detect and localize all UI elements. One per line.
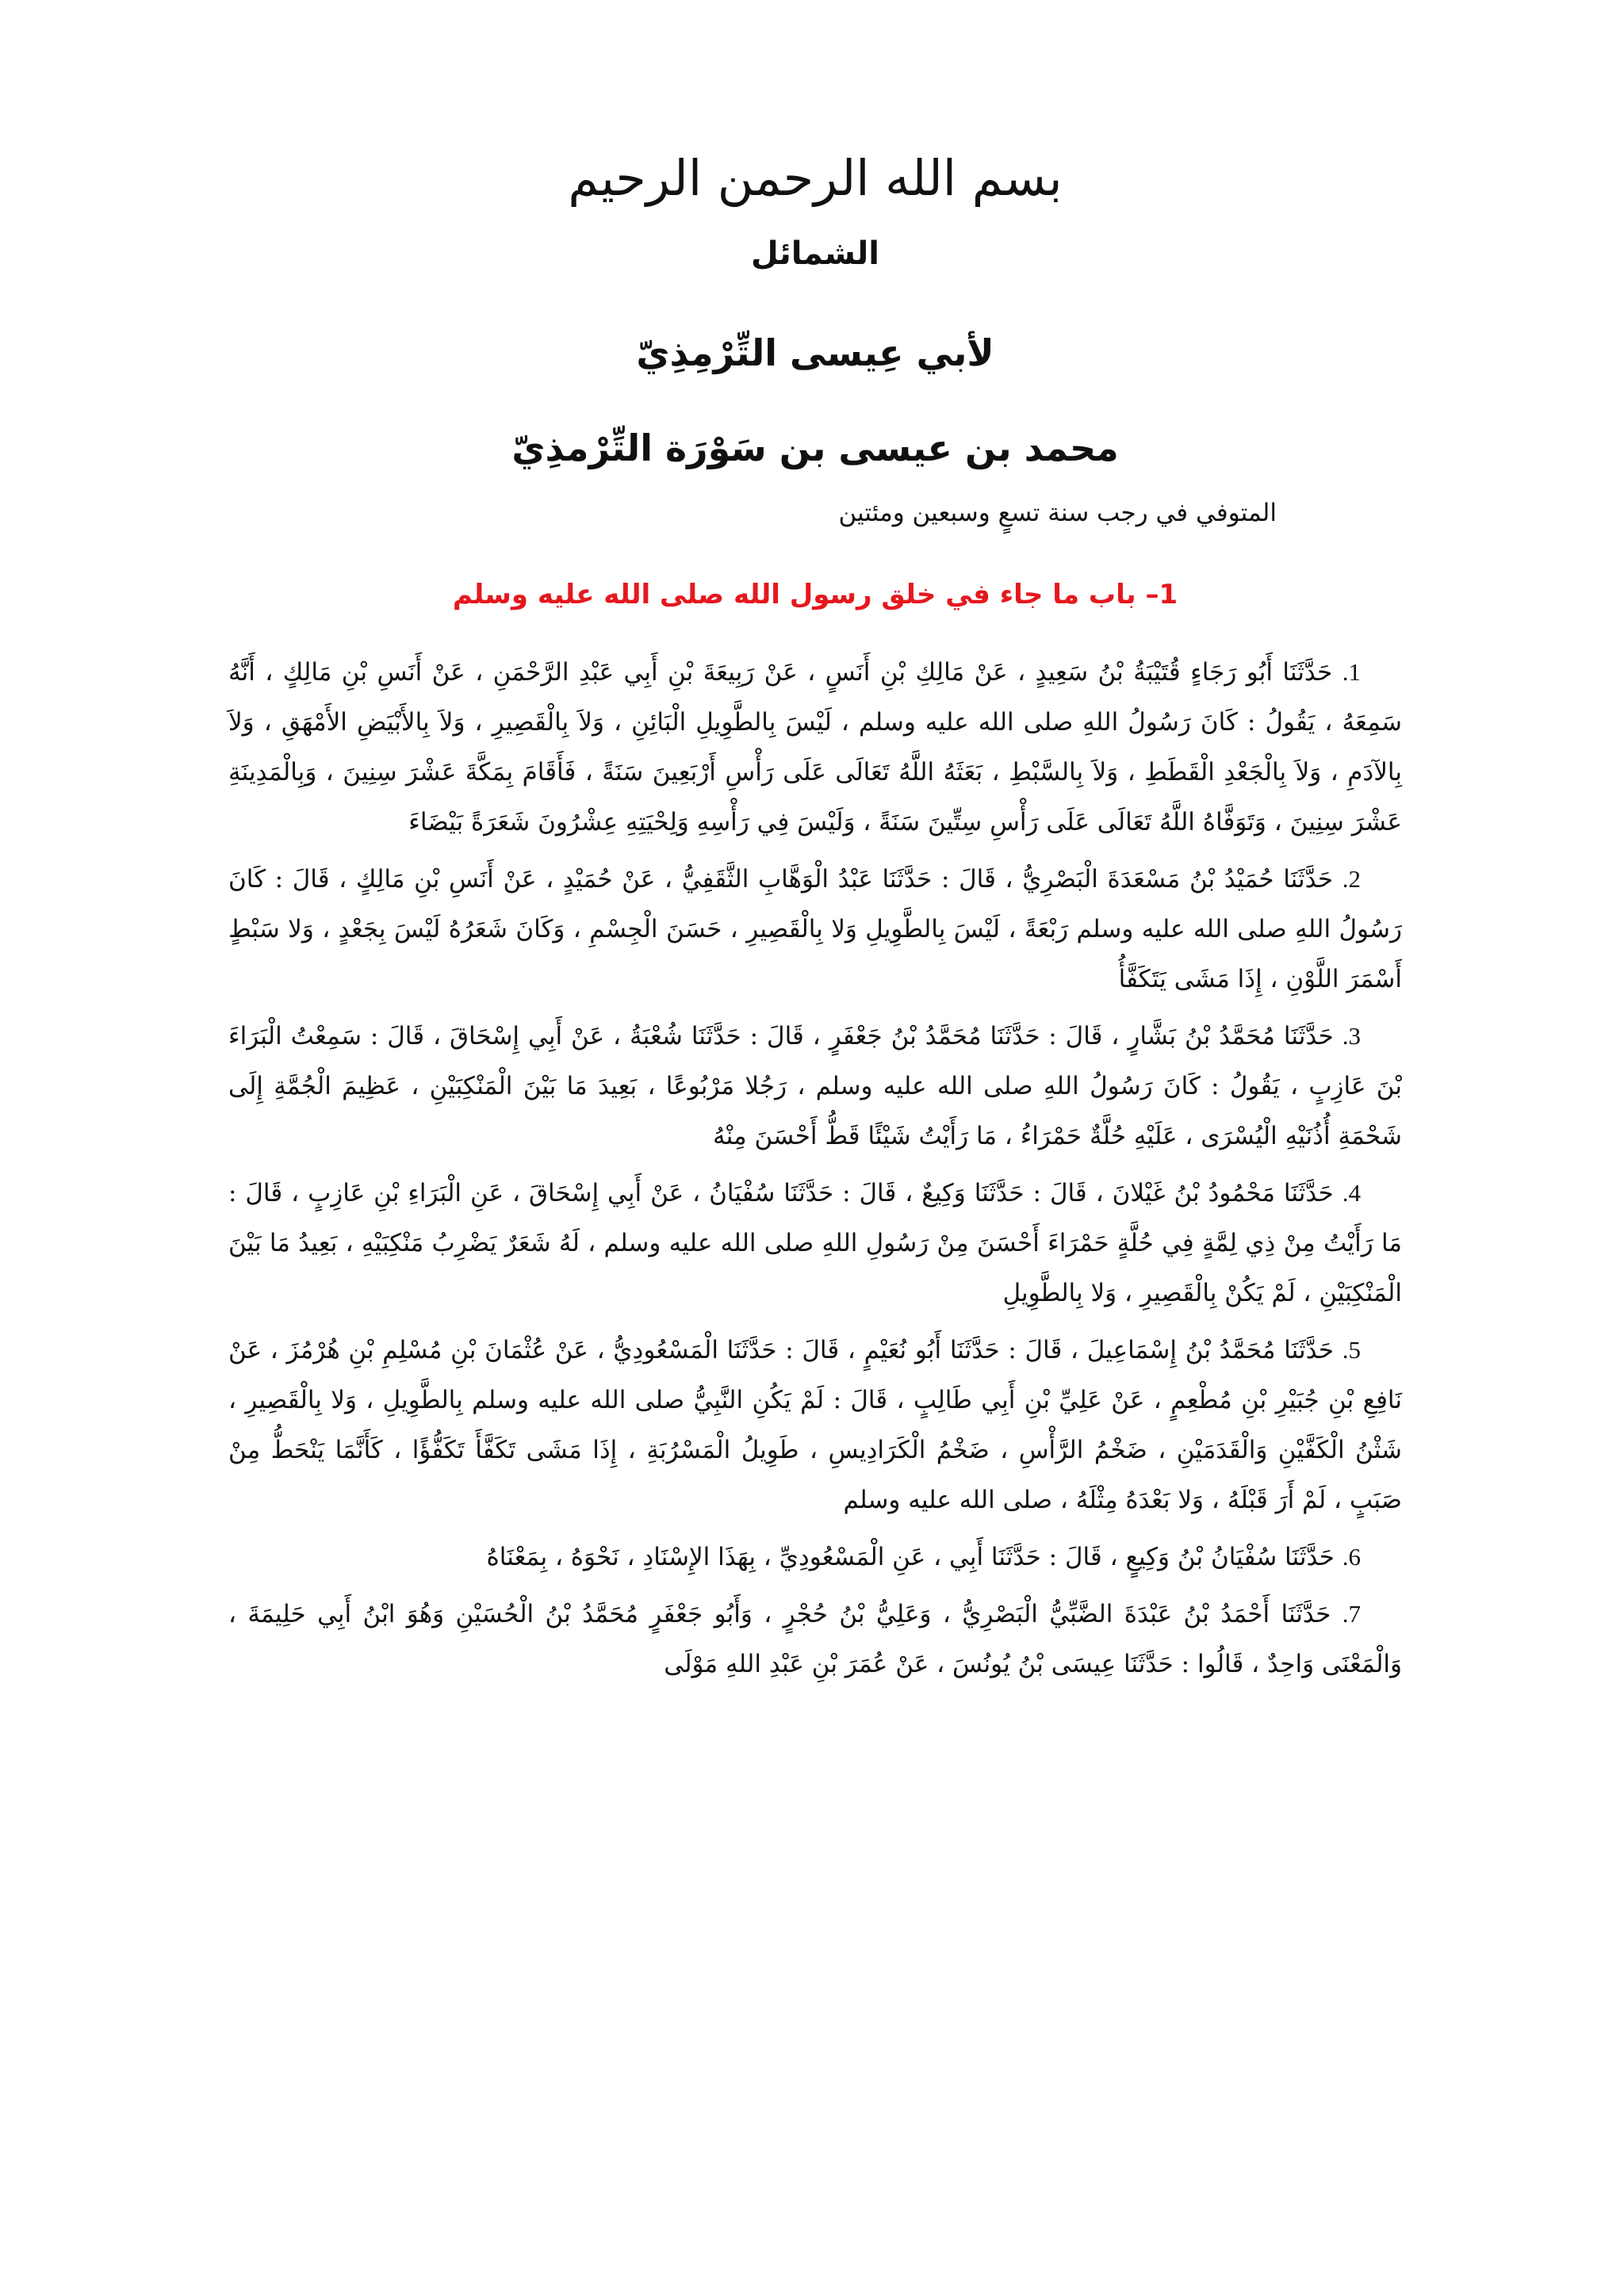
book-title: الشمائل bbox=[751, 235, 879, 272]
hadith-paragraph bbox=[228, 854, 1402, 1004]
hadith-text: حَدَّثَنَا مُحَمَّدُ بْنُ بَشَّارٍ ، قَالَ : حَدَّثَنَا مُحَمَّدُ بْنُ جَعْفَرٍ ، قَالَ : حَدَّثَنَا شُعْبَةُ ، عَنْ أَبِي إِسْحَاقَ ، قَالَ : سَمِعْتُ الْبَرَاءَ بْنَ عَازِبٍ ، يَقُولُ : كَانَ رَسُولُ اللهِ صلى الله عليه وسلم ، رَجُلا مَرْبُوعًا ، بَعِيدَ مَا بَيْنَ الْمَنْكِبَيْنِ ، عَظِيمَ الْجُمَّةِ إِلَى شَحْمَةِ أُذُنَيْهِ الْيُسْرَى ، عَلَيْهِ حُلَّةٌ حَمْرَاءُ ، مَا رَأَيْتُ شَيْئًا قَطُّ أَحْسَنَ مِنْهُ bbox=[228, 1022, 1402, 1150]
hadith-number: 1. bbox=[1342, 658, 1361, 686]
hadith-number: 4. bbox=[1342, 1179, 1361, 1207]
hadith-paragraph bbox=[228, 647, 1402, 848]
hadith-number: 6. bbox=[1342, 1543, 1361, 1571]
hadith-list bbox=[228, 647, 1402, 1689]
hadith-paragraph bbox=[228, 1532, 1402, 1582]
hadith-paragraph bbox=[228, 1168, 1402, 1318]
hadith-paragraph bbox=[228, 1589, 1402, 1689]
document-page bbox=[228, 143, 1402, 1696]
chapter-heading: 1– باب ما جاء في خلق رسول الله صلى الله عليه وسلم bbox=[452, 579, 1178, 610]
hadith-text: حَدَّثَنَا حُمَيْدُ بْنُ مَسْعَدَةَ الْبَصْرِيُّ ، قَالَ : حَدَّثَنَا عَبْدُ الْوَهَّابِ الثَّقَفِيُّ ، عَنْ حُمَيْدٍ ، عَنْ أَنَسِ بْنِ مَالِكٍ ، قَالَ : كَانَ رَسُولُ اللهِ صلى الله عليه وسلم رَبْعَةً ، لَيْسَ بِالطَّوِيلِ وَلا بِالْقَصِيرِ ، حَسَنَ الْجِسْمِ ، وَكَانَ شَعَرُهُ لَيْسَ بِجَعْدٍ ، وَلا سَبْطٍ أَسْمَرَ اللَّوْنِ ، إِذَا مَشَى يَتَكَفَّأُ bbox=[228, 865, 1402, 993]
hadith-text: حَدَّثَنَا سُفْيَانُ بْنُ وَكِيعٍ ، قَالَ : حَدَّثَنَا أَبِي ، عَنِ الْمَسْعُودِيِّ ، بِهَذَا الإِسْنَادِ ، نَحْوَهُ ، بِمَعْنَاهُ bbox=[486, 1543, 1342, 1571]
hadith-number: 5. bbox=[1342, 1336, 1361, 1364]
death-note: المتوفي في رجب سنة تسعٍ وسبعين ومئتين bbox=[838, 499, 1277, 527]
hadith-text: حَدَّثَنَا مُحَمَّدُ بْنُ إِسْمَاعِيلَ ، قَالَ : حَدَّثَنَا أَبُو نُعَيْمٍ ، قَالَ : حَدَّثَنَا الْمَسْعُودِيُّ ، عَنْ عُثْمَانَ بْنِ مُسْلِمِ بْنِ هُرْمُزَ ، عَنْ نَافِعِ بْنِ جُبَيْرِ بْنِ مُطْعِمٍ ، عَنْ عَلِيِّ بْنِ أَبِي طَالِبٍ ، قَالَ : لَمْ يَكُنِ النَّبِيُّ صلى الله عليه وسلم بِالطَّوِيلِ ، وَلا بِالْقَصِيرِ ، شَثْنُ الْكَفَّيْنِ وَالْقَدَمَيْنِ ، ضَخْمُ الرَّأْسِ ، ضَخْمُ الْكَرَادِيسِ ، طَوِيلُ الْمَسْرُبَةِ ، إِذَا مَشَى تَكَفَّأَ تَكَفُّؤًا ، كَأَنَّمَا يَنْحَطُّ مِنْ صَبَبٍ ، لَمْ أَرَ قَبْلَهُ ، وَلا بَعْدَهُ مِثْلَهُ ، صلى الله عليه وسلم bbox=[228, 1336, 1402, 1514]
hadith-text: حَدَّثَنَا أَبُو رَجَاءٍ قُتَيْبَةُ بْنُ سَعِيدٍ ، عَنْ مَالِكِ بْنِ أَنَسٍ ، عَنْ رَبِيعَةَ بْنِ أَبِي عَبْدِ الرَّحْمَنِ ، عَنْ أَنَسِ بْنِ مَالِكٍ ، أَنَّهُ سَمِعَهُ ، يَقُولُ : كَانَ رَسُولُ اللهِ صلى الله عليه وسلم ، لَيْسَ بِالطَّوِيلِ الْبَائِنِ ، وَلاَ بِالْقَصِيرِ ، وَلاَ بِالأَبْيَضِ الأَمْهَقِ ، وَلاَ بِالآدَمِ ، وَلاَ بِالْجَعْدِ الْقَطَطِ ، وَلاَ بِالسَّبْطِ ، بَعَثَهُ اللَّهُ تَعَالَى عَلَى رَأْسِ أَرْبَعِينَ سَنَةً ، فَأَقَامَ بِمَكَّةَ عَشْرَ سِنِينَ ، وَبِالْمَدِينَةِ عَشْرَ سِنِينَ ، وَتَوَفَّاهُ اللَّهُ تَعَالَى عَلَى رَأْسِ سِتِّينَ سَنَةً ، وَلَيْسَ فِي رَأْسِهِ وَلِحْيَتِهِ عِشْرُونَ شَعَرَةً بَيْضَاءَ bbox=[228, 658, 1402, 836]
author-full-name: محمد بن عيسى بن سَوْرَة التِّرْمذِيّ bbox=[511, 427, 1119, 469]
hadith-text: حَدَّثَنَا أَحْمَدُ بْنُ عَبْدَةَ الضَّبِّيُّ الْبَصْرِيُّ ، وَعَلِيُّ بْنُ حُجْرٍ ، وَأَبُو جَعْفَرٍ مُحَمَّدُ بْنُ الْحُسَيْنِ وَهُوَ ابْنُ أَبِي حَلِيمَةَ ، وَالْمَعْنَى وَاحِدٌ ، قَالُوا : حَدَّثَنَا عِيسَى بْنُ يُونُسَ ، عَنْ عُمَرَ بْنِ عَبْدِ اللهِ مَوْلَى bbox=[228, 1600, 1402, 1678]
hadith-number: 7. bbox=[1342, 1600, 1361, 1628]
basmala: بسم الله الرحمن الرحيم bbox=[568, 149, 1063, 207]
hadith-paragraph bbox=[228, 1011, 1402, 1161]
author-kunya: لأبي عِيسى التِّرْمِذِيّ bbox=[636, 331, 994, 374]
hadith-number: 2. bbox=[1342, 865, 1361, 893]
hadith-paragraph bbox=[228, 1325, 1402, 1525]
hadith-number: 3. bbox=[1342, 1022, 1361, 1050]
hadith-text: حَدَّثَنَا مَحْمُودُ بْنُ غَيْلانَ ، قَالَ : حَدَّثَنَا وَكِيعٌ ، قَالَ : حَدَّثَنَا سُفْيَانُ ، عَنْ أَبِي إِسْحَاقَ ، عَنِ الْبَرَاءِ بْنِ عَازِبٍ ، قَالَ : مَا رَأَيْتُ مِنْ ذِي لِمَّةٍ فِي حُلَّةٍ حَمْرَاءَ أَحْسَنَ مِنْ رَسُولِ اللهِ صلى الله عليه وسلم ، لَهُ شَعَرٌ يَضْرِبُ مَنْكِبَيْهِ ، بَعِيدُ مَا بَيْنَ الْمَنْكِبَيْنِ ، لَمْ يَكُنْ بِالْقَصِيرِ ، وَلا بِالطَّوِيلِ bbox=[228, 1179, 1402, 1307]
